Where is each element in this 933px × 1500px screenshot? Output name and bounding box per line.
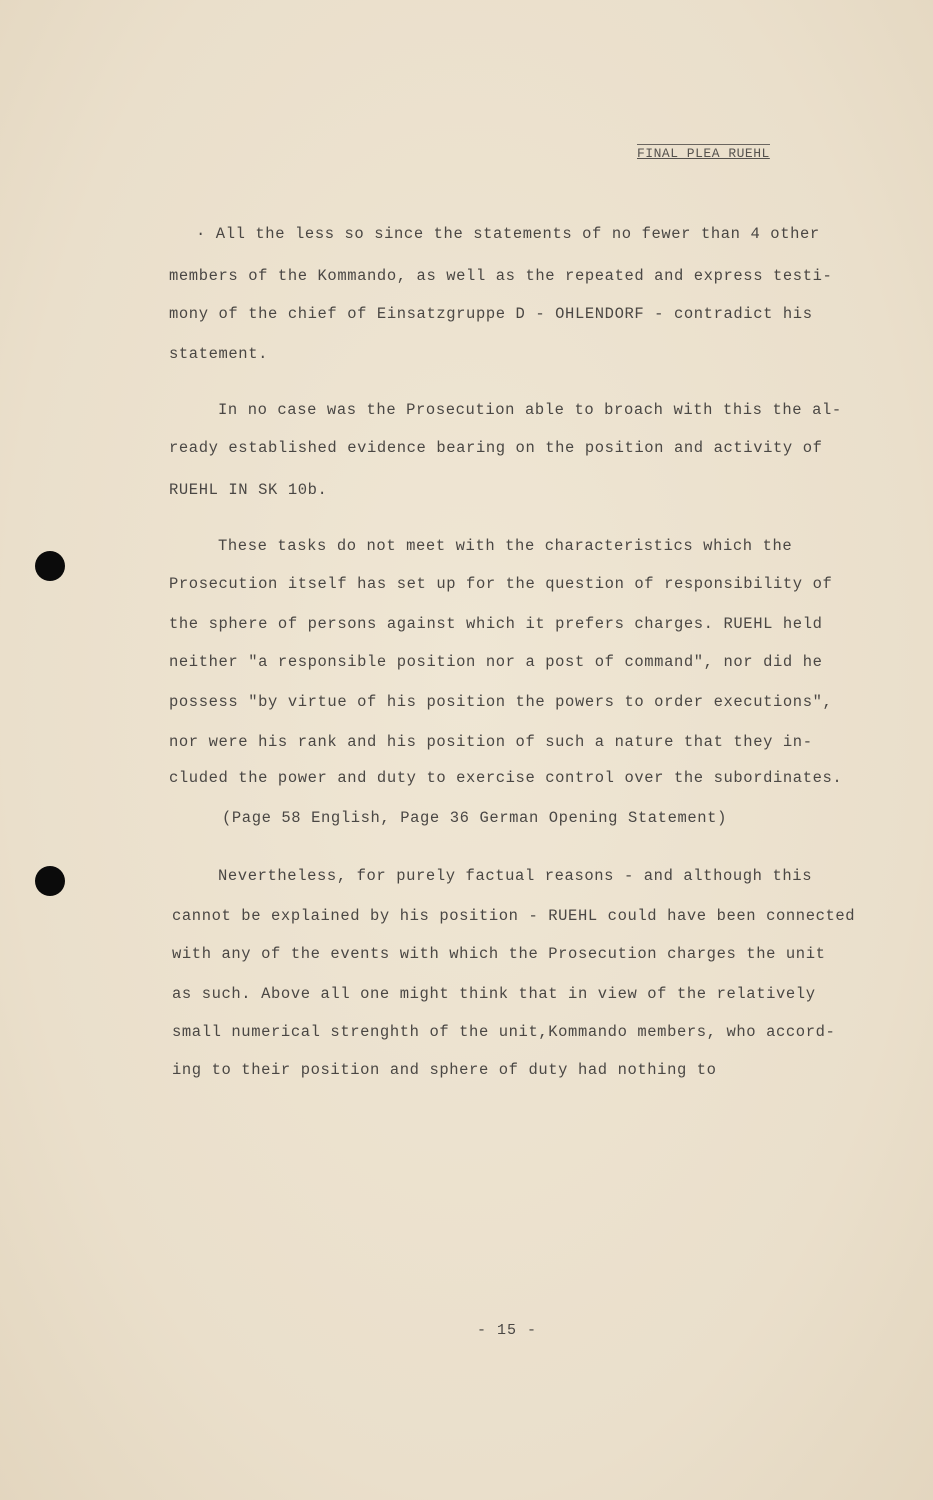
punch-hole (35, 866, 65, 896)
text-line: cluded the power and duty to exercise control over the subordinates. (169, 769, 843, 787)
text-line: cannot be explained by his position - RUEHL could have been connected (172, 907, 856, 925)
text-line: ready established evidence bearing on the position and activity of (169, 439, 823, 457)
text-line: mony of the chief of Einsatzgruppe D - OHLENDORF - contradict his (169, 305, 813, 323)
citation-line: (Page 58 English, Page 36 German Opening Statement) (222, 809, 727, 827)
punch-hole (35, 551, 65, 581)
text-line: with any of the events with which the Prosecution charges the unit (172, 945, 826, 963)
text-line: members of the Kommando, as well as the repeated and express testi- (169, 267, 833, 285)
text-line: Nevertheless, for purely factual reasons - and although this (218, 867, 813, 885)
text-line: These tasks do not meet with the characteristics which the (218, 537, 793, 555)
text-line: statement. (169, 345, 269, 363)
text-line: possess "by virtue of his position the powers to order executions", (169, 693, 833, 711)
text-line: ing to their position and sphere of duty had nothing to (172, 1061, 717, 1079)
text-line: Prosecution itself has set up for the question of responsibility of (169, 575, 833, 593)
text-line: nor were his rank and his position of such a nature that they in- (169, 733, 813, 751)
text-line: as such. Above all one might think that in view of the relatively (172, 985, 816, 1003)
text-line: neither "a responsible position nor a post of command", nor did he (169, 653, 823, 671)
text-line: small numerical strenghth of the unit,Kommando members, who accord- (172, 1023, 836, 1041)
page-number: - 15 - (477, 1322, 538, 1339)
document-header: FINAL PLEA RUEHL (637, 146, 770, 161)
text-line: In no case was the Prosecution able to broach with this the al- (218, 401, 842, 419)
text-line: RUEHL IN SK 10b. (169, 481, 328, 499)
text-line: the sphere of persons against which it prefers charges. RUEHL held (169, 615, 823, 633)
text-line: · All the less so since the statements of no fewer than 4 other (196, 225, 820, 243)
